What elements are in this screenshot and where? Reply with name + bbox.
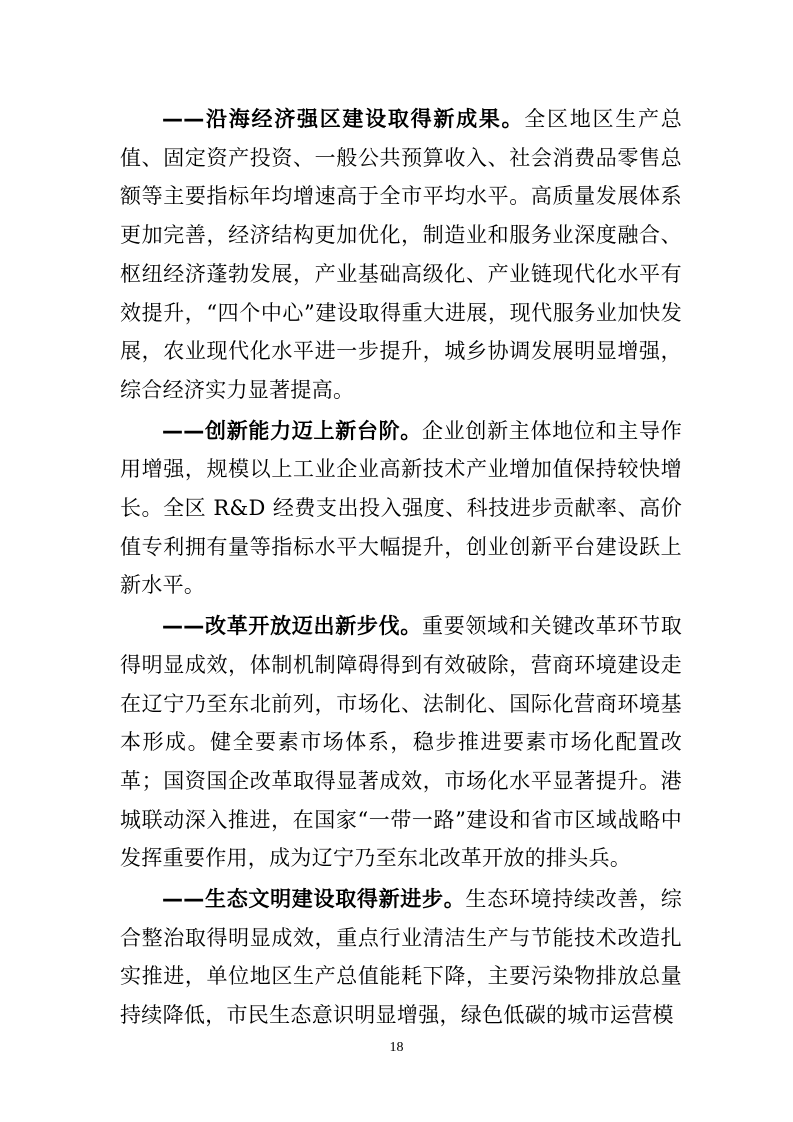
paragraph-reform-opening	[120, 607, 682, 878]
paragraph-body: 生态环境持续改善，综合整治取得明显成效，重点行业清洁生产与节能技术改造扎实推进，单位地区生产总值能耗下降，主要污染物排放总量持续降低，市民生态意识明显增强，绿色低碳的城市运营模	[120, 887, 683, 1028]
paragraph-body: 全区地区生产总值、固定资产投资、一般公共预算收入、社会消费品零售总额等主要指标年均增速高于全市平均水平。高质量发展体系更加完善，经济结构更加优化，制造业和服务业深度融合、枢纽经济蓬勃发展，产业基础高级化、产业链现代化水平有效提升，“四个中心”建设取得重大进展，现代服务业加快发展，农业现代化水平进一步提升，城乡协调发展明显增强，综合经济实力显著提高。	[120, 107, 682, 402]
paragraph-body: 企业创新主体地位和主导作用增强，规模以上工业企业高新技术产业增加值保持较快增长。全区 R&D 经费支出投入强度、科技进步贡献率、高价值专利拥有量等指标水平大幅提升，创业创新平台建设跃上新水平。	[120, 418, 682, 598]
paragraph-heading: ——沿海经济强区建设取得新成果。	[162, 107, 525, 131]
paragraph-heading: ——创新能力迈上新台阶。	[162, 418, 422, 443]
paragraph-heading: ——生态文明建设取得新进步。	[162, 887, 466, 912]
paragraph-coastal-economy	[120, 100, 682, 410]
paragraph-innovation	[120, 412, 682, 606]
page-number: 18	[389, 1040, 404, 1055]
document-page	[120, 100, 682, 1037]
paragraph-ecology	[120, 880, 682, 1035]
paragraph-body: 重要领域和关键改革环节取得明显成效，体制机制障碍得到有效破除，营商环境建设走在辽宁乃至东北前列，市场化、法制化、国际化营商环境基本形成。健全要素市场体系，稳步推进要素市场化配置改革；国资国企改革取得显著成效，市场化水平显著提升。港城联动深入推进，在国家“一带一路”建设和省市区域战略中发挥重要作用，成为辽宁乃至东北改革开放的排头兵。	[120, 614, 682, 871]
paragraph-heading: ——改革开放迈出新步伐。	[162, 614, 422, 639]
